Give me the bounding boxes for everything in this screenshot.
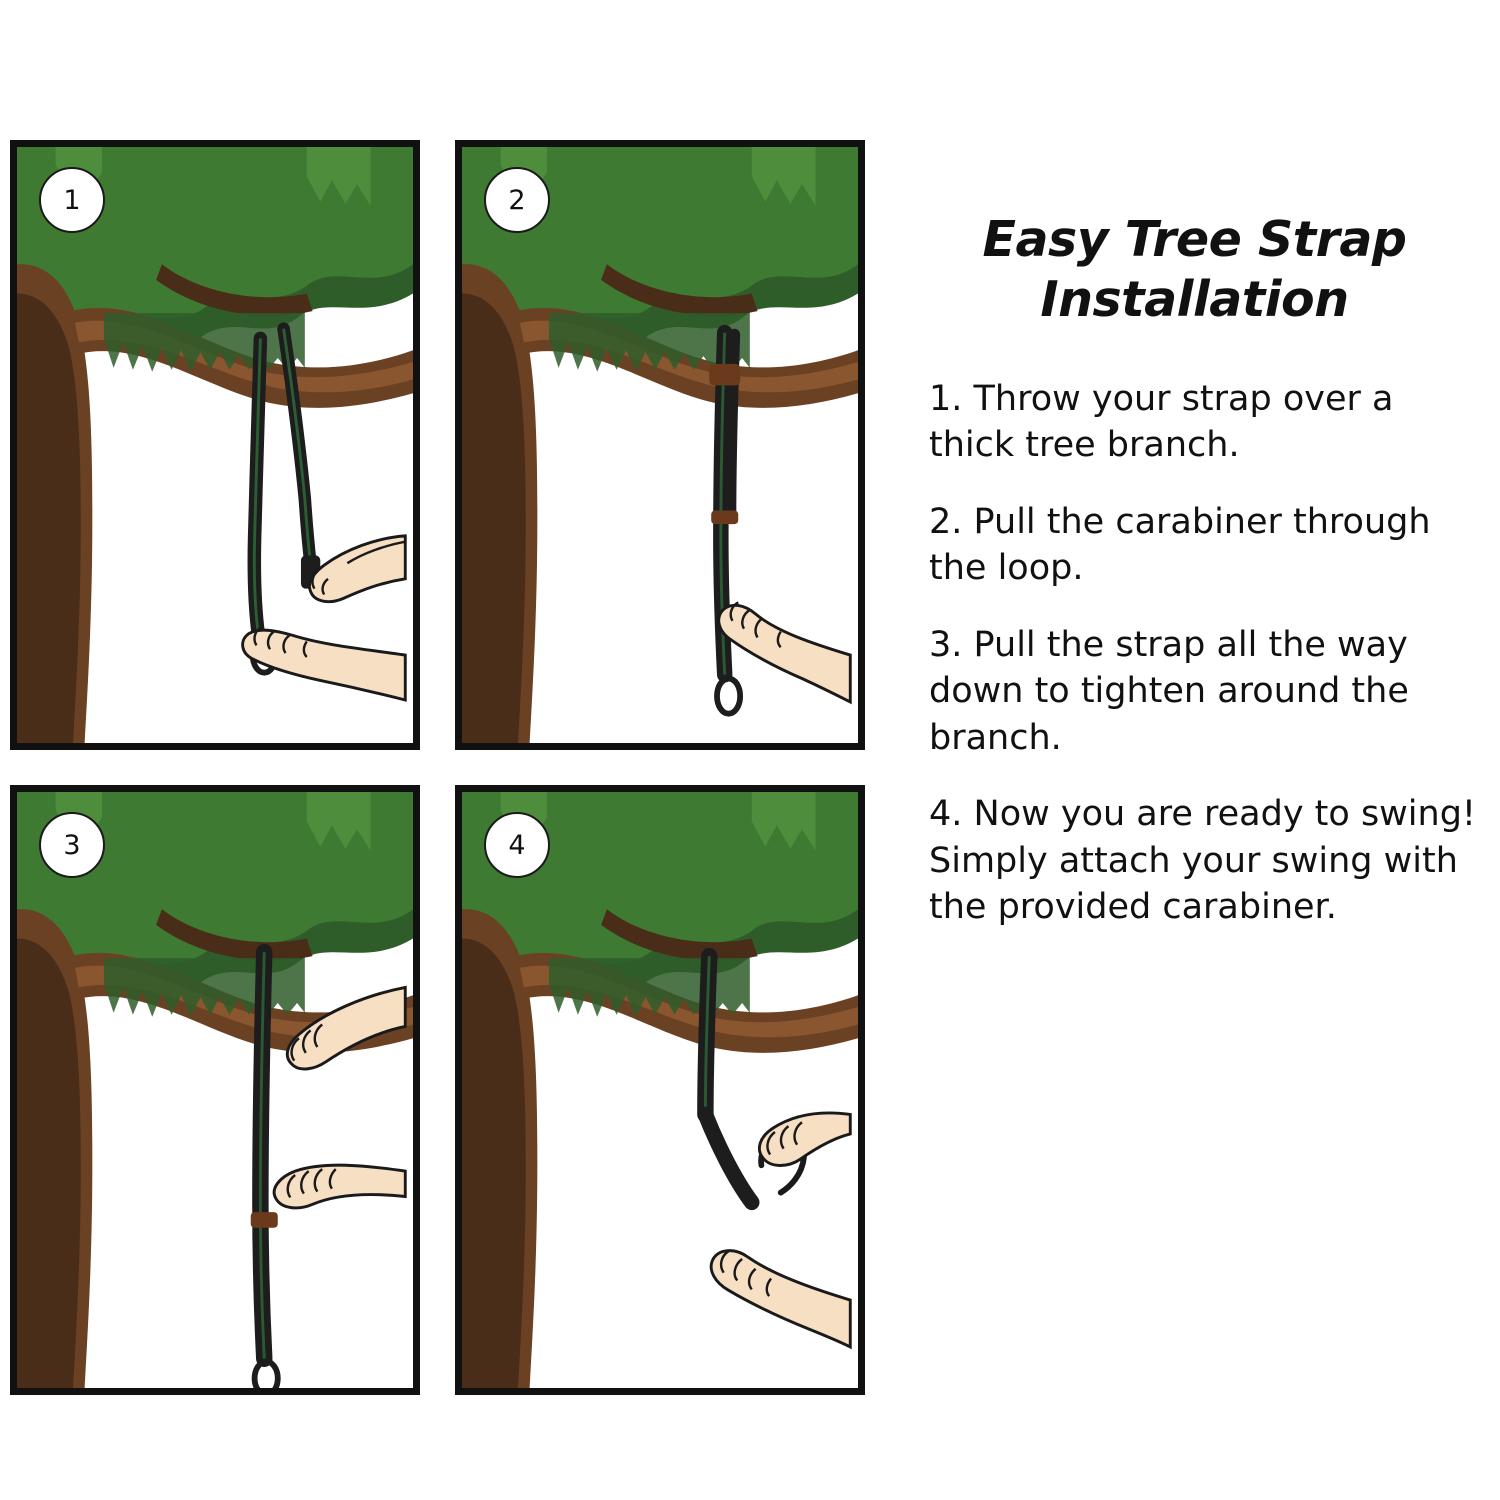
tree-scene-illustration-1: [17, 147, 413, 743]
panel-grid: [10, 140, 895, 1415]
panel-step-3: [10, 785, 420, 1395]
tree-scene-illustration-4: [462, 792, 858, 1388]
list-item: 4. Now you are ready to swing! Simply attach your swing with the provided carabiner.: [929, 794, 1476, 928]
tree-scene-illustration-3: [17, 792, 413, 1388]
step-badge: 2: [484, 167, 550, 233]
list-item: 2. Pull the carabiner through the loop.: [929, 501, 1431, 589]
panel-step-4: [455, 785, 865, 1395]
step-badge: 3: [39, 812, 105, 878]
list-item: 1. Throw your strap over a thick tree branch.: [929, 378, 1394, 466]
step-badge: 1: [39, 167, 105, 233]
page-title: [915, 210, 1480, 330]
page-title-line-2: Installation: [1040, 270, 1349, 328]
tree-scene-illustration-2: [462, 147, 858, 743]
page-title-line-1: Easy Tree Strap: [982, 211, 1407, 268]
steps-list: [915, 376, 1480, 931]
list-item: 3. Pull the strap all the way down to tighten around the branch.: [929, 624, 1409, 758]
step-badge: 4: [484, 812, 550, 878]
instructions-column: [915, 210, 1480, 931]
panel-step-2: [455, 140, 865, 750]
panel-step-1: [10, 140, 420, 750]
